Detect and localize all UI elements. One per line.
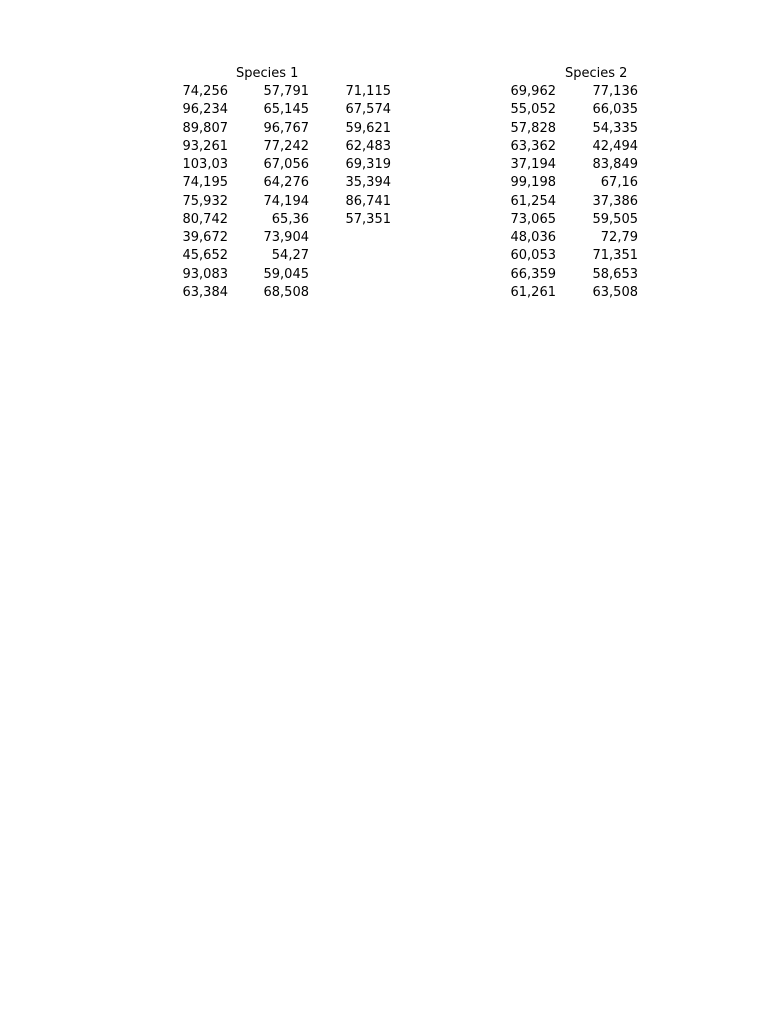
table-cell: 63,508 (592, 284, 638, 300)
table-cell: 74,256 (182, 84, 228, 99)
table-cell: 55,052 (510, 102, 556, 118)
table-cell: 93,083 (182, 266, 228, 282)
table-cell: 71,115 (345, 84, 391, 99)
table-cell: 83,849 (592, 157, 638, 172)
table-cell: 59,621 (345, 120, 391, 136)
table-cell: 59,505 (592, 211, 638, 227)
species-2-column-2 (558, 83, 638, 302)
table-cell: 35,394 (345, 175, 391, 191)
table-cell: 66,359 (510, 266, 556, 282)
table-cell: 37,194 (510, 157, 556, 172)
table-cell: 67,056 (263, 157, 309, 172)
table-cell: 72,79 (600, 230, 638, 245)
table-cell: 62,483 (345, 138, 391, 154)
table-cell: 65,145 (263, 102, 309, 118)
table-cell: 39,672 (182, 230, 228, 245)
table-cell: 73,904 (263, 230, 309, 245)
table-cell: 77,136 (592, 84, 638, 99)
table-cell: 75,932 (182, 193, 228, 209)
table-cell: 37,386 (592, 193, 638, 209)
table-cell: 96,234 (182, 102, 228, 118)
table-cell: 69,962 (510, 84, 556, 99)
species-1-column-2 (229, 83, 309, 302)
table-cell: 68,508 (263, 284, 309, 300)
table-cell: 59,045 (263, 266, 309, 282)
table-cell: 48,036 (510, 230, 556, 245)
table-cell: 73,065 (510, 211, 556, 227)
species-1-heading: Species 1 (236, 66, 299, 81)
table-cell: 54,335 (592, 120, 638, 136)
table-cell: 66,035 (592, 102, 638, 118)
table-cell: 103,03 (182, 157, 228, 172)
table-cell: 99,198 (510, 175, 556, 191)
table-cell: 58,653 (592, 266, 638, 282)
table-cell: 45,652 (182, 248, 228, 264)
table-cell: 93,261 (182, 138, 228, 154)
table-cell: 64,276 (263, 175, 309, 191)
table-cell: 69,319 (345, 157, 391, 172)
table-cell: 96,767 (263, 120, 309, 136)
table-cell: 42,494 (592, 138, 638, 154)
table-cell: 67,16 (600, 175, 638, 191)
table-cell: 74,195 (182, 175, 228, 191)
table-cell: 61,254 (510, 193, 556, 209)
table-cell: 65,36 (271, 211, 309, 227)
species-2-column-1 (476, 83, 556, 302)
species-1-column-3 (311, 83, 391, 229)
table-cell: 63,362 (510, 138, 556, 154)
table-cell: 57,828 (510, 120, 556, 136)
table-cell: 54,27 (271, 248, 309, 264)
table-cell: 63,384 (182, 284, 228, 300)
species-2-heading: Species 2 (565, 66, 628, 81)
table-cell: 67,574 (345, 102, 391, 118)
table-cell: 89,807 (182, 120, 228, 136)
table-cell: 71,351 (592, 248, 638, 264)
table-cell: 86,741 (345, 193, 391, 209)
table-cell: 74,194 (263, 193, 309, 209)
species-1-column-1 (148, 83, 228, 302)
table-cell: 60,053 (510, 248, 556, 264)
table-cell: 61,261 (510, 284, 556, 300)
table-cell: 57,351 (345, 211, 391, 227)
table-cell: 57,791 (263, 84, 309, 99)
table-cell: 77,242 (263, 138, 309, 154)
table-cell: 80,742 (182, 211, 228, 227)
